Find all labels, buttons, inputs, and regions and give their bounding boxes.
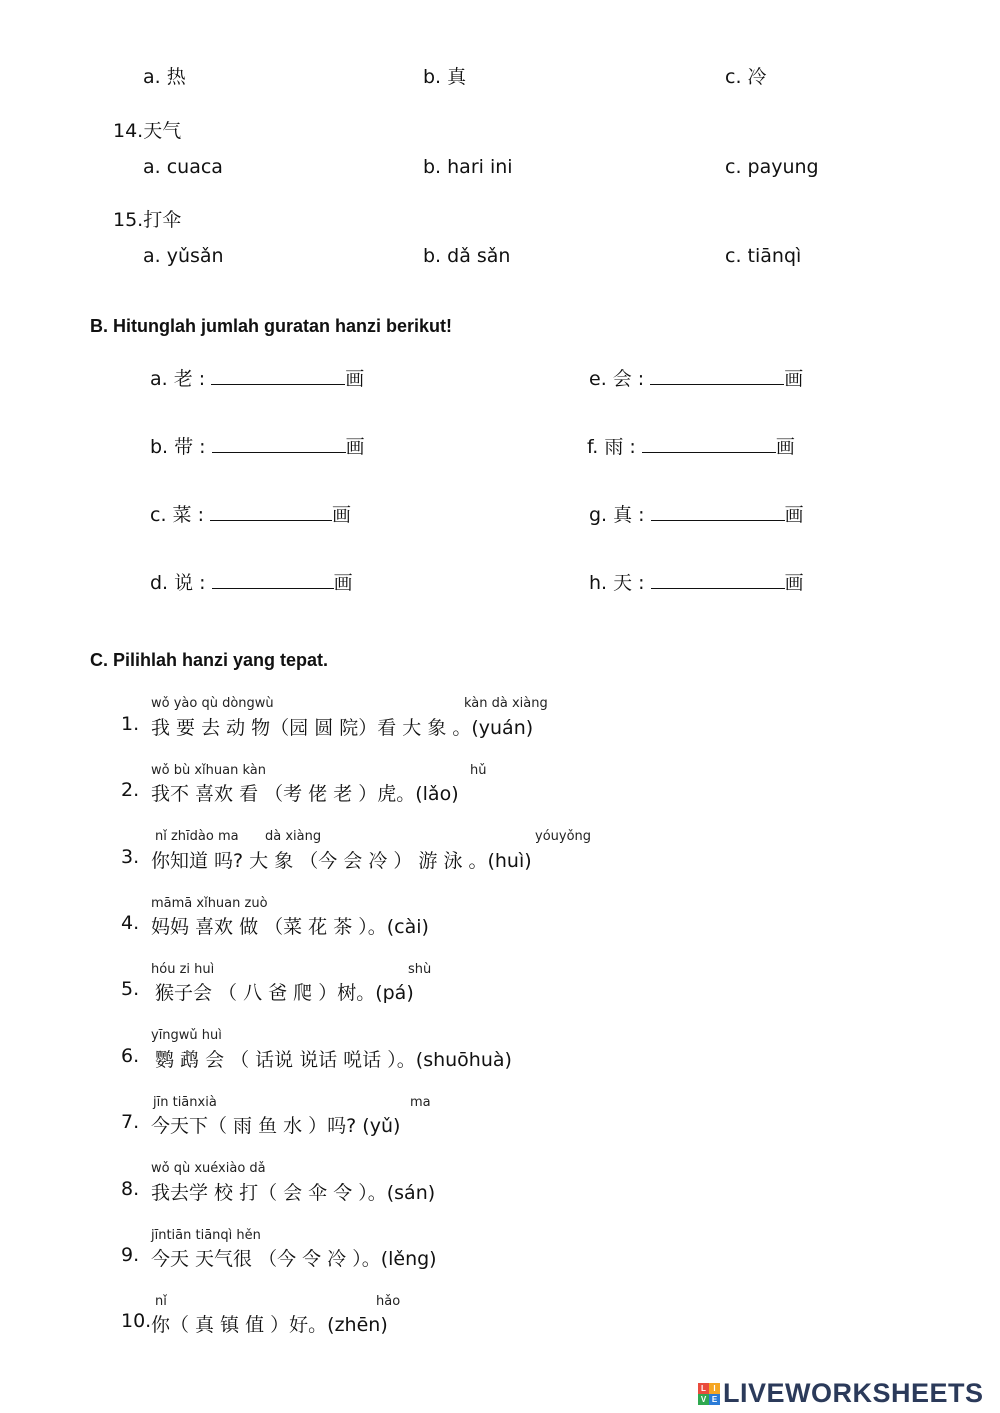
q13-option-b: b. 真 xyxy=(423,66,467,88)
question-number: 7. xyxy=(121,1111,140,1133)
pinyin-annotation: wǒ bù xǐhuan kàn xyxy=(151,763,266,778)
stroke-item-b xyxy=(150,432,365,459)
stroke-unit: 画 xyxy=(775,436,795,458)
stroke-item-label: b. 带 : xyxy=(150,436,206,458)
stroke-answer-blank[interactable] xyxy=(212,434,346,453)
pinyin-annotation: shù xyxy=(408,962,432,977)
stroke-item-c xyxy=(150,500,351,527)
stroke-answer-blank[interactable] xyxy=(211,366,345,385)
stroke-answer-blank[interactable] xyxy=(651,570,785,589)
stroke-item-h xyxy=(589,568,804,595)
stroke-unit: 画 xyxy=(784,572,804,594)
pinyin-annotation: kàn dà xiàng xyxy=(464,696,548,711)
question-number: 8. xyxy=(121,1178,140,1200)
stroke-item-a xyxy=(150,364,364,391)
badge-letter: E xyxy=(709,1394,720,1405)
question-text[interactable]: 我 要 去 动 物（园 圆 院）看 大 象 。(yuán) xyxy=(151,717,534,739)
pinyin-annotation: jīntiān tiānqì hěn xyxy=(151,1228,261,1243)
question-number: 10. xyxy=(121,1310,152,1332)
question-number: 9. xyxy=(121,1244,140,1266)
badge-letter: I xyxy=(709,1383,720,1394)
question-number: 6. xyxy=(121,1045,140,1067)
question-number: 5. xyxy=(121,978,140,1000)
question-text[interactable]: 我不 喜欢 看 （考 佬 老 ）虎。(lǎo) xyxy=(151,783,459,805)
stroke-unit: 画 xyxy=(333,572,353,594)
stroke-item-d xyxy=(150,568,353,595)
question-text[interactable]: 我去学 校 打（ 会 伞 令 ）。(sán) xyxy=(151,1182,436,1204)
stroke-answer-blank[interactable] xyxy=(651,502,785,521)
question-text[interactable]: 猴子会 （ 八 爸 爬 ）树。(pá) xyxy=(155,982,414,1004)
stroke-item-label: g. 真 : xyxy=(589,504,645,526)
stroke-answer-blank[interactable] xyxy=(210,502,332,521)
pinyin-annotation: wǒ yào qù dòngwù xyxy=(151,696,274,711)
pinyin-annotation: dà xiàng xyxy=(265,829,322,844)
question-text[interactable]: 妈妈 喜欢 做 （菜 花 茶 ）。(cài) xyxy=(151,916,429,938)
logo-text: LIVEWORKSHEETS xyxy=(723,1378,984,1408)
pinyin-annotation: nǐ xyxy=(155,1294,167,1309)
badge-letter: V xyxy=(698,1394,709,1405)
question-number: 3. xyxy=(121,846,140,868)
stroke-item-g xyxy=(589,500,804,527)
q14-label: 14.天气 xyxy=(113,120,182,142)
stroke-unit: 画 xyxy=(784,504,804,526)
q15-option-c: c. tiānqì xyxy=(725,245,802,267)
pinyin-annotation: hóu zi huì xyxy=(151,962,215,977)
question-number: 2. xyxy=(121,779,140,801)
live-badge-icon xyxy=(698,1383,720,1405)
pinyin-annotation: yīngwǔ huì xyxy=(151,1028,222,1043)
pinyin-annotation: wǒ qù xuéxiào dǎ xyxy=(151,1161,266,1176)
stroke-answer-blank[interactable] xyxy=(650,366,784,385)
q15-option-a: a. yǔsǎn xyxy=(143,245,224,267)
pinyin-annotation: hǔ xyxy=(470,763,487,778)
stroke-answer-blank[interactable] xyxy=(642,434,776,453)
q15-option-b: b. dǎ sǎn xyxy=(423,245,511,267)
pinyin-annotation: nǐ zhīdào ma xyxy=(155,829,239,844)
stroke-item-label: h. 天 : xyxy=(589,572,645,594)
liveworksheets-logo xyxy=(698,1378,984,1409)
badge-letter: L xyxy=(698,1383,709,1394)
stroke-item-f xyxy=(587,432,795,459)
question-text[interactable]: 今天下（ 雨 鱼 水 ）吗? (yǔ) xyxy=(151,1115,401,1137)
stroke-unit: 画 xyxy=(345,368,365,390)
stroke-item-label: a. 老 : xyxy=(150,368,206,390)
q15-label: 15.打伞 xyxy=(113,209,182,231)
q13-option-a: a. 热 xyxy=(143,66,186,88)
q14-option-c: c. payung xyxy=(725,156,819,178)
section-b-title: B. Hitunglah jumlah guratan hanzi berikut! xyxy=(90,316,453,336)
question-number: 1. xyxy=(121,713,140,735)
stroke-answer-blank[interactable] xyxy=(212,570,334,589)
pinyin-annotation: māmā xǐhuan zuò xyxy=(151,896,268,911)
stroke-item-e xyxy=(589,364,803,391)
stroke-item-label: e. 会 : xyxy=(589,368,645,390)
stroke-unit: 画 xyxy=(784,368,804,390)
stroke-unit: 画 xyxy=(345,436,365,458)
question-text[interactable]: 今天 天气很 （今 令 冷 ）。(lěng) xyxy=(151,1248,437,1270)
q14-option-b: b. hari ini xyxy=(423,156,513,178)
question-text[interactable]: 你知道 吗? 大 象 （今 会 冷 ） 游 泳 。(huì) xyxy=(151,850,532,872)
pinyin-annotation: jīn tiānxià xyxy=(153,1095,217,1110)
section-c-title: C. Pilihlah hanzi yang tepat. xyxy=(90,650,329,670)
q13-option-c: c. 冷 xyxy=(725,66,767,88)
stroke-item-label: c. 菜 : xyxy=(150,504,204,526)
pinyin-annotation: hǎo xyxy=(376,1294,401,1309)
question-text[interactable]: 鹦 鹉 会 （ 话说 说话 哾话 ）。(shuōhuà) xyxy=(155,1049,512,1071)
q14-option-a: a. cuaca xyxy=(143,156,223,178)
question-number: 4. xyxy=(121,912,140,934)
stroke-item-label: f. 雨 : xyxy=(587,436,636,458)
pinyin-annotation: yóuyǒng xyxy=(535,829,592,844)
stroke-item-label: d. 说 : xyxy=(150,572,206,594)
pinyin-annotation: ma xyxy=(410,1095,431,1110)
stroke-unit: 画 xyxy=(332,504,352,526)
question-text[interactable]: 你（ 真 镇 值 ）好。(zhēn) xyxy=(151,1314,388,1336)
